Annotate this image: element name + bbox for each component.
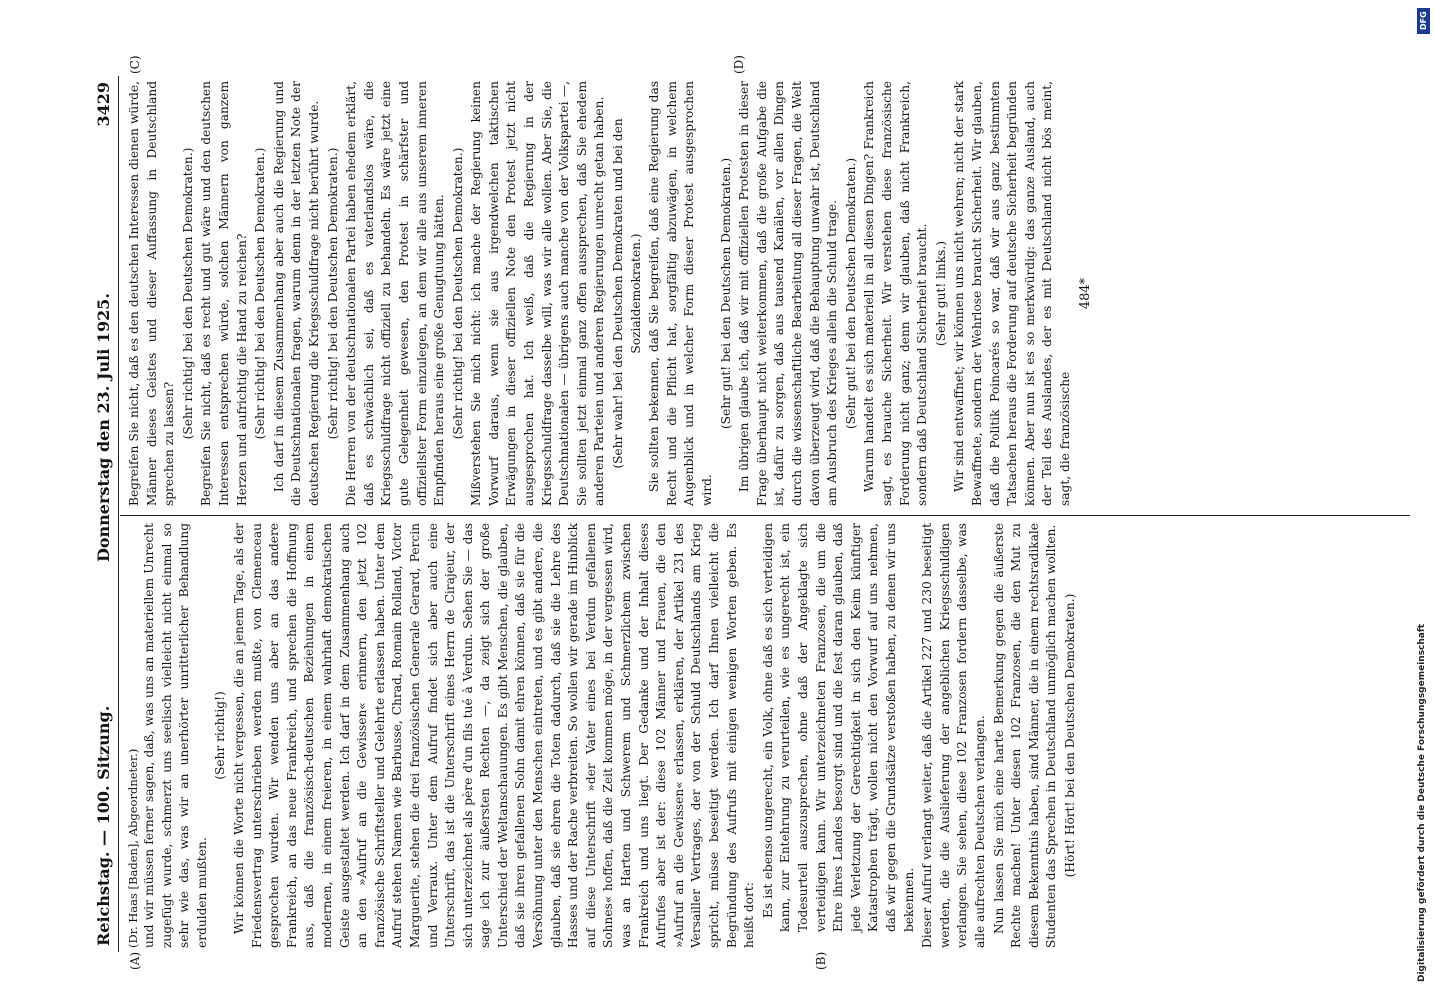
paragraph: Wir sind entwaffnet; wir können uns nicht wehren; nicht der stark Bewaffnete, sondern der Wehrlose braucht Sicherheit. Wir glauben, daß die Politik Poincarés so war, daß wir aus ganz bestimmten Tatsachen heraus die Forderung auf deutsche Sicherheit begründen können. Aber nun ist es so merkwürdig: das ganze Ausland, auch der Teil des Auslandes, der es mit Deutschland nicht bös meint, sagt, die französische <box>952 81 1072 506</box>
column-divider <box>120 515 1410 516</box>
rotated-document-page <box>92 55 1412 970</box>
header-page-number: 3429 <box>94 82 113 127</box>
margin-letter-a: (A) <box>128 951 142 970</box>
left-column-text <box>141 523 1079 948</box>
interjection: (Sehr richtig!) <box>213 691 228 780</box>
page-footer-mark: 484* <box>1078 277 1094 310</box>
paragraph: Mißverstehen Sie mich nicht: ich mache der Regierung keinen Vorwurf daraus, wenn sie aus irgendwelchen taktischen Erwägungen in dieser offiziellen Note den Protest jetzt nicht ausgesprochen hat. Ich weiß, daß die Regierung in der Kriegsschuldfrage dasselbe will, was wir alle wollen. Aber Sie, die Deutschnationalen — übrigens auch manche von der Volkspartei —, Sie sollten jetzt einmal ganz offen aussprechen, daß Sie ehedem anderen Parteien und anderen Regierungen unrecht getan haben. <box>469 81 607 506</box>
paragraph: Im übrigen glaube ich, daß wir mit offiziellen Protesten in dieser Frage überhaupt nicht weiterkommen, daß die große Aufgabe die ist, dafür zu sorgen, daß aus tausend Kanälen, vor allen Dingen durch die wissenschaftliche Bearbeitung all dieser Fragen, die Welt davon überzeugt wird, daß die Behauptung unwahr ist, Deutschland am Ausbruch des Krieges allein die Schuld trage. <box>737 81 840 506</box>
interjection: (Hört! Hört! bei den Deutschen Demokraten.) <box>1062 593 1077 878</box>
paragraph: Sie sollten bekennen, daß Sie begreifen, daß eine Regierung das Recht und die Pflicht hat, sorgfältig abzuwägen, in welchem Augenblick und in welcher Form dieser Protest ausgesprochen wird. <box>647 81 714 506</box>
left-column <box>126 523 1412 948</box>
paragraph: Begreifen Sie nicht, daß es den deutschen Interessen dienen würde, Männer dieses Geistes und dieser Auffassung in Deutschland sprechen zu lassen? <box>127 81 177 506</box>
paragraph: und wir müssen ferner sagen, daß, was uns an materiellem Unrecht zugefügt wurde, schmerzt uns seelisch vielleicht nicht einmal so sehr wie das, was wir an unerhörter unritterlicher Behandlung erdulden mußten. <box>142 523 209 948</box>
dfg-funding-note: Digitalisierung gefördert durch die Deutsche Forschungsgemeinschaft <box>1417 623 1427 982</box>
page-header <box>92 76 119 952</box>
dfg-logo: DFG <box>1417 8 1430 34</box>
interjection: (Sehr gut! links.) <box>933 240 948 347</box>
interjection: (Sehr richtig! bei den Deutschen Demokraten.) <box>253 147 268 440</box>
paragraph: Wir können die Worte nicht vergessen, die an jenem Tage, als der Friedensvertrag unterschrieben werden mußte, von Clemenceau gesprochen wurden. Wir wenden uns aber an das andere Frankreich, an das neue Frankreich, und sprechen die Hoffnung aus, daß die französisch-deutschen Beziehungen in einem modernen, in einem freieren, in einem wahrhaft demokratischen Geiste ausgestaltet werden. Ich darf in dem Zusammenhang auch an den »Aufruf an die Gewissen« erinnern, den jetzt 102 französische Schriftsteller und Gelehrte erlassen haben. Unter dem Aufruf stehen Namen wie Barbusse, Chrad, Romain Rolland, Victor Marguerite, stehen die drei französischen Generale Gerard, Percin und Verraux. Unter dem Aufruf findet sich aber auch eine Unterschrift, das ist die Unterschrift eines Herrn de Cirajeur, der sich unterzeichnet als père d'un fils tué à Verdun. Sehen Sie — das sage ich zur äußersten Rechten —, da zeigt sich der große Unterschied der Weltanschauungen. Es gibt Menschen, die glauben, daß sie ihren gefallenen Sohn damit ehren können, daß sie für die Versöhnung unter den Menschen eintreten, und es gibt andere, die glauben, daß sie ehren die Toten dadurch, daß sie die Lehre des Hasses und der Rache verbreiten. So wollen wir gerade im Hinblick auf diese Unterschrift »der Vater eines bei Verdun gefallenen Sohnes« hoffen, daß die Zeit kommen möge, in der vergessen wird, was an Harten und Schwerem und Schmerzlichem zwischen Frankreich und uns liegt. Der Gedanke und der Inhalt dieses Aufrufes aber ist der: diese 102 Männer und Frauen, die den »Aufruf an die Gewissen« erlassen, erklären, der Artikel 231 des Versailler Vertrages, der von der Schuld Deutschlands am Krieg spricht, müsse beseitigt werden. Ich darf Ihnen vielleicht die Begründung des Aufrufs mit einigen wenigen Worten geben. Es heißt dort: <box>231 523 757 948</box>
interjection: (Sehr gut! bei den Deutschen Demokraten.) <box>843 157 858 430</box>
paragraph: Nun lassen Sie mich eine harte Bemerkung gegen die äußerste Rechte machen! Unter diesen 102 Franzosen, die den Mut zu diesem Bekenntnis haben, sind Männer, die in einem rechtsradikale Studenten das Sprechen in Deutschland unmöglich machen wollten. <box>991 523 1059 948</box>
speaker-label: (Dr. Haas [Baden], Abgeordneter.) <box>126 748 140 948</box>
paragraph: Warum handelt es sich materiell in all diesen Dingen? Frankreich sagt, es brauche Sicherheit. Wir verstehen diese französische Forderung nicht ganz; denn wir glauben, daß nicht Frankreich, sondern daß Deutschland Sicherheit braucht. <box>862 81 930 506</box>
right-column <box>126 81 1412 506</box>
margin-letter-c: (C) <box>128 55 142 74</box>
paragraph: Ich darf in diesem Zusammenhang aber auch die Regierung und die Deutschnationalen fragen, warum denn in der letzten Note der deutschen Regierung die Kriegsschuldfrage nicht berührt wurde. <box>271 81 321 506</box>
header-date: Donnerstag den 23. Juli 1925. <box>94 293 113 562</box>
quoted-paragraph: Es ist ebenso ungerecht, ein Volk, ohne daß es sich verteidigen kann, zur Entehrung zu verurteilen, wie es ungerecht ist, ein Todesurteil auszusprechen, ohne daß der Angeklagte sich verteidigen kann. Wir unterzeichneten Franzosen, die um die Ehre ihres Landes besorgt sind und die fest daran glauben, daß jede Verletzung der Gerechtigkeit in sich den Keim künftiger Katastrophen trägt, wollen nicht den Vorwurf auf uns nehmen, daß wir gegen die Grundsätze verstoßen haben, zu denen wir uns bekennen. <box>760 523 916 932</box>
paragraph: Die Herren von der deutschnationalen Partei haben ehedem erklärt, daß es schwächlich sei, daß es vaterlandslos wäre, die Kriegsschuldfrage nicht offiziell zu behandeln. Es wäre jetzt eine gute Gelegenheit gewesen, den Protest in schärfster und offiziellster Form einzulegen, an dem wir alle aus unserem inneren Empfinden heraus eine große Genugtuung hätten. <box>344 81 447 506</box>
right-column-text <box>126 81 1074 506</box>
header-session-title: Reichstag. — 100. Sitzung. <box>94 705 113 946</box>
interjection: (Sehr richtig! bei den Deutschen Demokraten.) <box>325 147 340 440</box>
margin-letter-d: (D) <box>732 55 746 74</box>
interjection: (Sehr gut! bei den Deutschen Demokraten.) <box>718 157 733 430</box>
paragraph: Begreifen Sie nicht, daß es recht und gut wäre und den deutschen Interessen entsprechen würde, solchen Männern von ganzem Herzen und aufrichtig die Hand zu reichen? <box>199 81 249 506</box>
paragraph: Dieser Aufruf verlangt weiter, daß die Artikel 227 und 230 beseitigt werden, die die Auslieferung der angeblichen Kriegsschuldigen verlangen. Sie sehen, diese 102 Franzosen fordern dasselbe, was alle aufrechten Deutschen verlangen. <box>920 523 987 948</box>
interjection: (Sehr wahr! bei den Deutschen Demokraten und bei den Sozialdemokraten.) <box>611 118 643 469</box>
interjection: (Sehr richtig! bei den Deutschen Demokraten.) <box>450 147 465 440</box>
interjection: (Sehr richtig! bei den Deutschen Demokraten.) <box>180 147 195 440</box>
margin-letter-b: (B) <box>814 951 828 970</box>
